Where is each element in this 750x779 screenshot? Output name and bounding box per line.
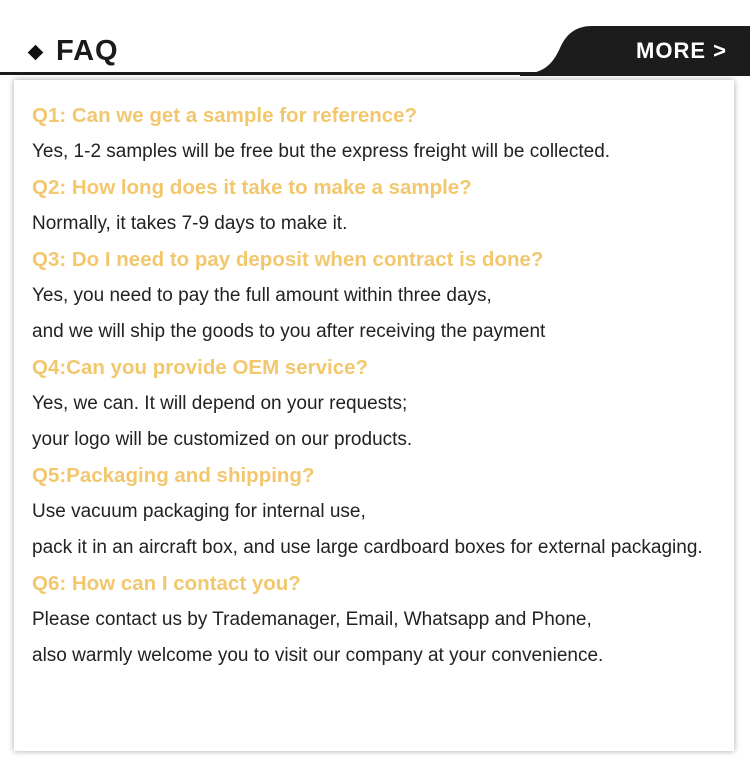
diamond-bullet-icon (28, 45, 44, 61)
faq-question-2: Q2: How long does it take to make a sample? (32, 176, 472, 199)
page-title: FAQ (56, 35, 119, 67)
faq-card (14, 80, 734, 751)
faq-answer-6-line-2: also warmly welcome you to visit our company at your convenience. (32, 645, 604, 666)
faq-header (0, 0, 750, 80)
more-button[interactable]: MORE > (636, 38, 727, 63)
faq-question-3: Q3: Do I need to pay deposit when contract is done? (32, 248, 544, 271)
faq-answer-3-line-1: Yes, you need to pay the full amount within three days, (32, 285, 492, 306)
faq-list (32, 98, 732, 674)
faq-question-5: Q5:Packaging and shipping? (32, 464, 315, 487)
faq-question-4: Q4:Can you provide OEM service? (32, 356, 369, 379)
faq-question-1: Q1: Can we get a sample for reference? (32, 104, 418, 127)
faq-answer-3-line-2: and we will ship the goods to you after receiving the payment (32, 321, 546, 342)
faq-answer-4-line-2: your logo will be customized on our products. (32, 429, 413, 450)
faq-question-6: Q6: How can I contact you? (32, 572, 301, 595)
header-divider (0, 72, 560, 75)
faq-answer-5-line-1: Use vacuum packaging for internal use, (32, 501, 366, 522)
faq-answer-4-line-1: Yes, we can. It will depend on your requests; (32, 393, 408, 414)
faq-answer-5-line-2: pack it in an aircraft box, and use large cardboard boxes for external packaging. (32, 537, 703, 558)
faq-answer-1-line-1: Yes, 1-2 samples will be free but the express freight will be collected. (32, 141, 611, 162)
faq-answer-6-line-1: Please contact us by Trademanager, Email, Whatsapp and Phone, (32, 609, 592, 630)
faq-answer-2-line-1: Normally, it takes 7-9 days to make it. (32, 213, 348, 234)
